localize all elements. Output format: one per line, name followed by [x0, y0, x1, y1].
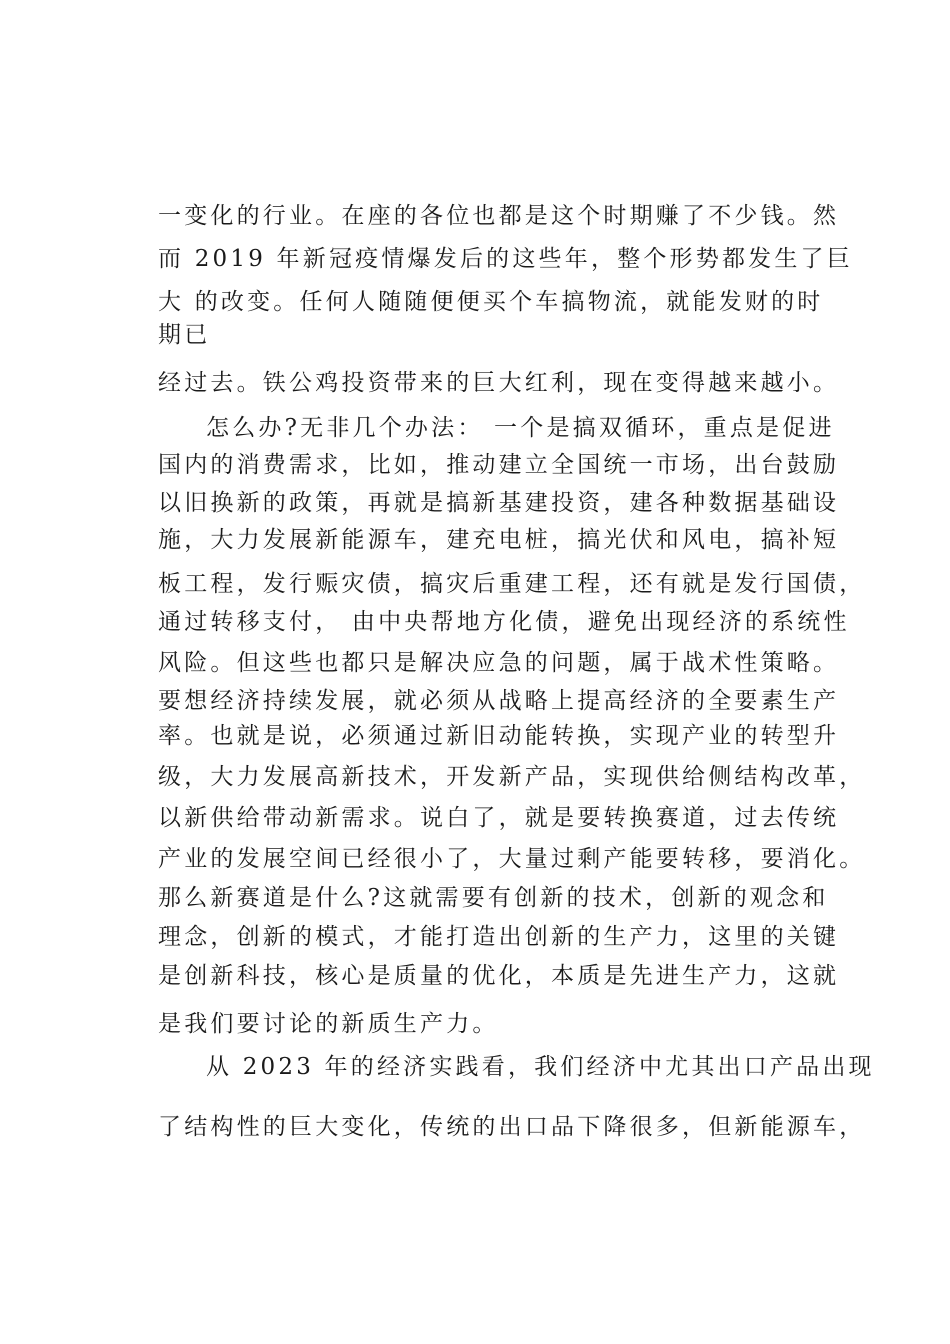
paragraph-first-line: 从 2023 年的经济实践看，我们经济中尤其出口产品出现 [206, 1054, 875, 1080]
text-line: 理念，创新的模式，才能打造出创新的生产力，这里的关键 [158, 924, 840, 950]
paragraph-first-line: 怎么办?无非几个办法： 一个是搞双循环，重点是促进 [206, 415, 835, 441]
text-line: 而 2019 年新冠疫情爆发后的这些年，整个形势都发生了巨 [158, 246, 853, 272]
text-line: 要想经济持续发展，就必须从战略上提高经济的全要素生产 [158, 688, 840, 714]
text-line: 那么新赛道是什么?这就需要有创新的技术，创新的观念和 [158, 885, 829, 911]
text-line: 经过去。铁公鸡投资带来的巨大红利，现在变得越来越小。 [158, 370, 840, 396]
text-line: 通过转移支付， 由中央帮地方化债，避免出现经济的系统性 [158, 609, 850, 635]
text-line: 是创新科技，核心是质量的优化，本质是先进生产力，这就 [158, 963, 840, 989]
text-line: 以旧换新的政策，再就是搞新基建投资，建各种数据基础设 [158, 490, 840, 516]
text-line: 风险。但这些也都只是解决应急的问题，属于战术性策略。 [158, 650, 840, 676]
text-line: 级，大力发展高新技术，开发新产品，实现供给侧结构改革， [158, 764, 866, 790]
text-line: 大 的改变。任何人随随便便买个车搞物流，就能发财的时 [158, 289, 824, 315]
text-line: 施，大力发展新能源车，建充电桩，搞光伏和风电，搞补短 [158, 527, 840, 553]
text-line: 了结构性的巨大变化，传统的出口品下降很多，但新能源车， [158, 1114, 866, 1140]
text-line: 一变化的行业。在座的各位也都是这个时期赚了不少钱。然 [158, 203, 840, 229]
text-line: 率。也就是说，必须通过新旧动能转换，实现产业的转型升 [158, 723, 840, 749]
text-line: 以新供给带动新需求。说白了，就是要转换赛道，过去传统 [158, 805, 840, 831]
text-line: 国内的消费需求，比如，推动建立全国统一市场，出台鼓励 [158, 452, 840, 478]
text-line: 是我们要讨论的新质生产力。 [158, 1011, 499, 1037]
text-line: 期已 [158, 322, 211, 348]
text-line: 产业的发展空间已经很小了，大量过剩产能要转移，要消化。 [158, 846, 866, 872]
text-line: 板工程，发行赈灾债，搞灾后重建工程，还有就是发行国债， [158, 571, 866, 597]
